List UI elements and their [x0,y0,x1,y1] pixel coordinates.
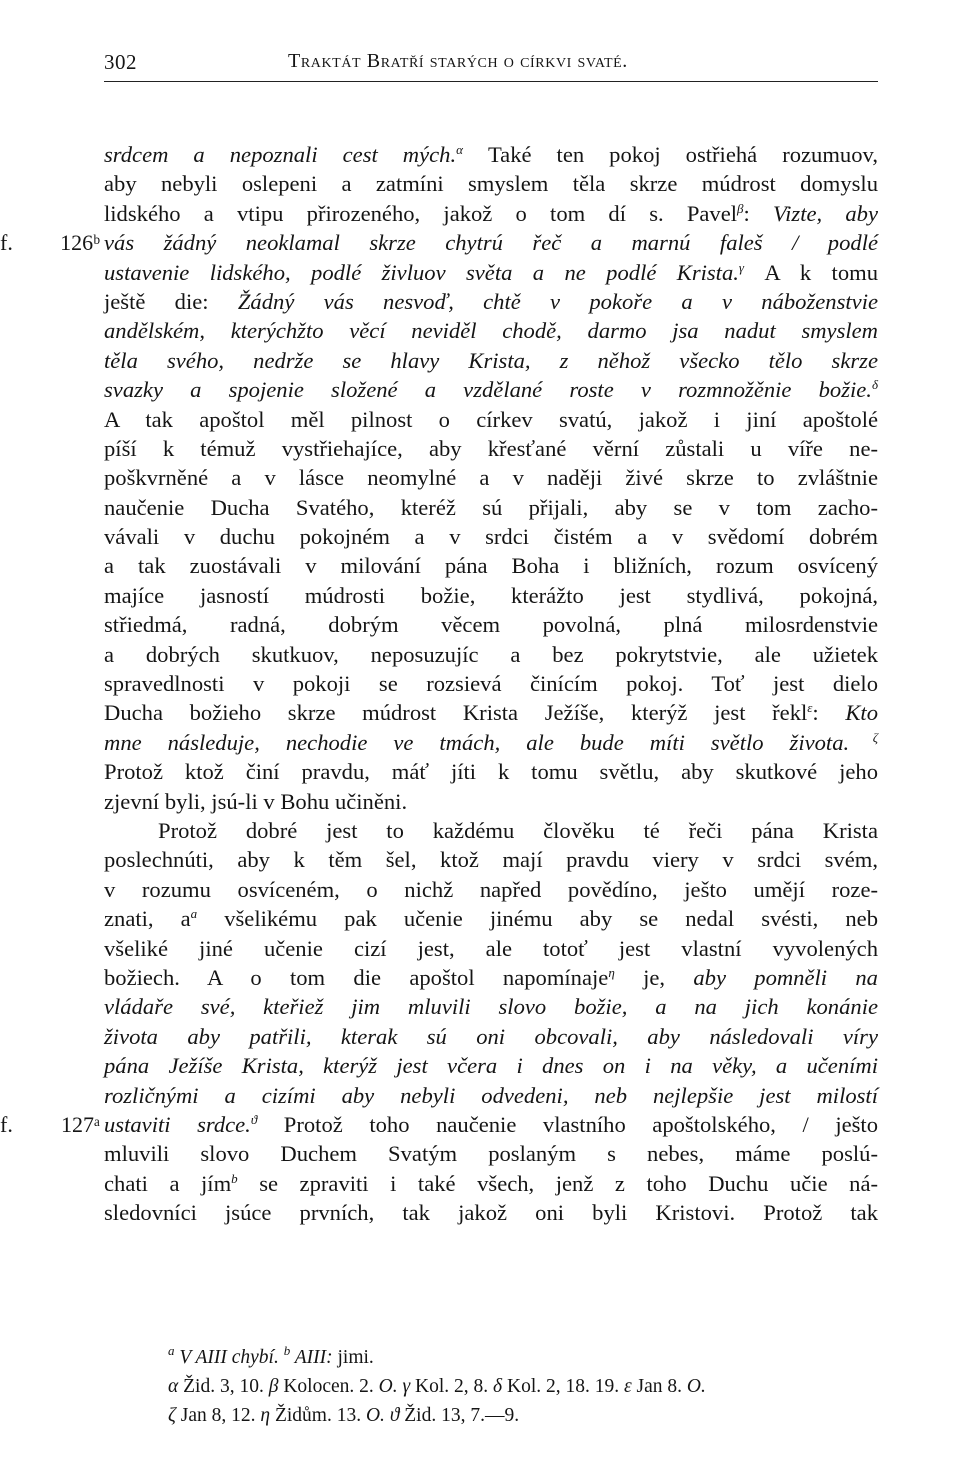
text-line [104,581,878,610]
text-line [104,258,878,287]
text-line [104,875,878,904]
text-segment: pána Ježíše Krista, kterýž jest včera i dnes on i na věky, a učeními [104,1053,878,1079]
footnote-marker: γ [738,259,745,275]
text-segment: Kol. 2, 18. 19. [502,1376,624,1397]
text-segment: Žid. 3, 10. [178,1376,269,1397]
text-line [104,140,878,169]
page-header [104,50,878,76]
text-line [104,346,878,375]
footnote-marker: δ [871,377,878,393]
header-rule [104,81,878,82]
text-segment: vládaře své, kteřiež jim mluvili slovo božie, a na jich konánie [104,994,878,1020]
text-line [104,934,878,963]
text-line [104,199,878,228]
text-line [104,493,878,522]
text-segment: naučenie Ducha Svatého, kteréž sú přijali, aby se v tom zacho- [104,494,878,520]
text-line [104,787,878,816]
footnote-line [104,1343,878,1372]
text-segment: všeliké jiné učenie cizí jest, ale totoť jest vlastní vyvolených [104,935,878,961]
footnote-line [104,1372,878,1401]
text-segment: ustaviti srdce. [104,1111,251,1137]
text-segment: ε [623,1376,632,1397]
text-line [104,1051,878,1080]
text-segment: v rozumu osvíceném, o nichž napřed povědíno, ješto umějí roze- [104,876,878,902]
text-segment: Jan 8, 12. [175,1405,261,1426]
text-segment: rozličnými a cizími aby nebyli odvedeni, neb nejlepšie jest milostí [104,1082,878,1108]
text-segment: ustavenie lidského, podlé živluov světa a ne podlé Krista. [104,259,739,285]
text-segment: Žádný vás nesvoď, chtě v pokoře a v náboženstvie [237,288,878,314]
text-line [104,1198,878,1227]
footnotes [104,1343,878,1430]
text-line [104,992,878,1021]
text-segment: β [268,1376,279,1397]
text-line [104,816,878,845]
text-segment: majíce jasností múdrosti božie, kterážto jest stydlivá, pokojná, [104,582,878,608]
text-line [0,228,878,257]
text-line [104,963,878,992]
text-segment: : [743,200,774,226]
text-segment: A tak apoštol měl pilnost o církev svatú, jakož i jiní apoštolé [104,406,878,432]
text-segment: Ducha božieho skrze múdrost Krista Ježíše, kterýž jest řekl [104,700,808,726]
text-line [104,434,878,463]
text-line [104,522,878,551]
text-segment: a dobrých skutkuov, neposuzujíc a bez pokrytstvie, ale užietek [104,641,878,667]
text-segment: a tak zuostávali v milování pána Boha i bližních, rozum osvícený [104,553,878,579]
footnote-marker: α [456,142,463,157]
text-line [104,698,878,727]
text-segment: O. [378,1376,398,1397]
text-segment: A k tomu [744,259,878,285]
text-segment: svazky a spojenie složené a vzdělané roste v rozmnožěnie božie. [104,377,872,403]
text-segment: δ [493,1376,503,1397]
text-line [104,463,878,492]
text-segment: Vizte, aby [773,200,879,226]
text-segment: života aby patřili, kterak sú oni obcovali, aby následovali víry [104,1023,878,1049]
text-segment: poslechnúti, aby k těm šel, ktož mají pravdu viery v srdci svém, [104,847,878,873]
text-segment: spravedlnosti v pokoji se rozsievá činícím pokoj. Toť jest dielo [104,671,878,697]
text-line [104,728,878,757]
text-segment: poškvrněné a v lásce neomylné a v naději živé skrze to zvláštnie [104,465,878,491]
text-segment: se zpraviti i také všech, jenž z toho Duchu učie ná- [237,1170,878,1196]
text-segment: zjevní byli, jsú-li v Bohu učiněni. [104,788,408,814]
text-segment: α [168,1376,179,1397]
text-line [104,1169,878,1198]
text-segment: : [812,700,846,726]
text-segment: vávali v duchu pokojném a v srdci čistém a v svědomí dobrém [104,524,878,550]
footnote-marker: b [231,1170,238,1186]
text-segment: Žid. 13, 7.—9. [399,1405,520,1426]
folio-margin-note: f. 126ᵇ [0,230,100,256]
text-line [104,669,878,698]
text-line [104,757,878,786]
text-line [104,1139,878,1168]
text-segment: aby nebyli oslepeni a zatmíni smyslem těla skrze múdrost domyslu [104,171,878,197]
text-segment: srdcem a nepoznali cest mých. [104,142,457,167]
footnote-marker: β [737,200,744,216]
text-segment: mne následuje, nechodie ve tmách, ale bude míti světlo života. [104,729,850,755]
text-segment: střiedmá, radná, dobrým věcem povolná, plná milosrdenstvie [104,612,878,638]
page-number: 302 [104,50,137,74]
text-segment: andělském, kterýchžto věcí neviděl chodě, darmo jsa nadut smyslem [104,318,878,344]
text-line [104,1022,878,1051]
footnote-marker: ε [807,700,813,716]
text-line [104,375,878,404]
text-segment: O. [686,1376,706,1397]
text-line [104,904,878,933]
footnote-marker: ϑ [250,1111,258,1127]
text-segment: sledovníci jsúce prvních, tak jakož oni byli Kristovi. Protož tak [104,1200,878,1226]
text-segment: Jan 8. [631,1376,687,1397]
footnote-marker: b [283,1343,291,1358]
footnote-marker: η [608,964,615,980]
folio-margin-note: f. 127ᵃ [0,1111,100,1137]
main-text [0,140,879,1227]
text-segment: Kol. 2, 8. [410,1376,494,1397]
text-segment: je, [614,964,694,990]
text-segment: Také ten pokoj ostřiehá rozumuov, [462,142,878,167]
text-segment: Protož dobré jest to každému člověku té řeči pána Krista [158,817,878,843]
text-line [104,405,878,434]
footnote-marker: a [168,1343,175,1358]
text-segment: ještě die: [104,288,238,314]
text-segment: Židům. 13. [270,1405,366,1426]
footnote-marker: ζ [849,729,878,745]
text-line [104,316,878,345]
text-segment: píší k témuž vystřiehajíce, aby křesťané věrní zůstali u víře ne- [104,435,878,461]
running-title: Traktát Bratří starých o církvi svaté. [288,50,628,72]
text-segment: V AIII chybí. [174,1347,279,1368]
text-segment: ζ [168,1405,176,1426]
text-line [104,287,878,316]
text-segment: Protož ktož činí pravdu, máť jíti k tomu světlu, aby skutkové jeho [104,759,878,785]
text-segment: božiech. A o tom die apoštol napomínaje [104,964,609,990]
footnote-line [104,1401,878,1430]
text-segment: AIII: [290,1347,333,1368]
text-segment: O. [365,1405,385,1426]
text-line [104,1081,878,1110]
text-line [0,1110,878,1139]
text-segment: jimi. [332,1347,374,1368]
text-segment: všelikému pak učenie jinému aby se nedal svésti, neb [197,906,879,932]
footnote-marker: a [190,906,198,922]
text-line [104,845,878,874]
text-line [104,169,878,198]
text-segment: Protož toho naučenie vlastního apoštolského, / ješto [257,1111,878,1137]
text-line [104,640,878,669]
text-segment: lidského a vtipu přirozeného, jakož o tom dí s. Pavel [104,200,738,226]
text-segment: vás žádný neoklamal skrze chytrú řeč a marnú faleš / podlé [104,230,878,256]
text-line [104,610,878,639]
text-segment: η [260,1405,271,1426]
text-line [104,551,878,580]
text-segment: znati, a [104,906,191,932]
text-segment: chati a jím [104,1170,232,1196]
text-segment: γ [402,1376,411,1397]
text-segment: mluvili slovo Duchem Svatým poslaným s nebes, máme poslú- [104,1141,878,1167]
text-segment: Kto [845,700,878,726]
text-segment: těla svého, nedrže se hlavy Krista, z něhož všecko tělo skrze [104,347,878,373]
text-segment: ϑ [389,1405,400,1426]
text-segment: Kolocen. 2. [278,1376,379,1397]
text-segment: aby pomněli na [693,964,878,990]
